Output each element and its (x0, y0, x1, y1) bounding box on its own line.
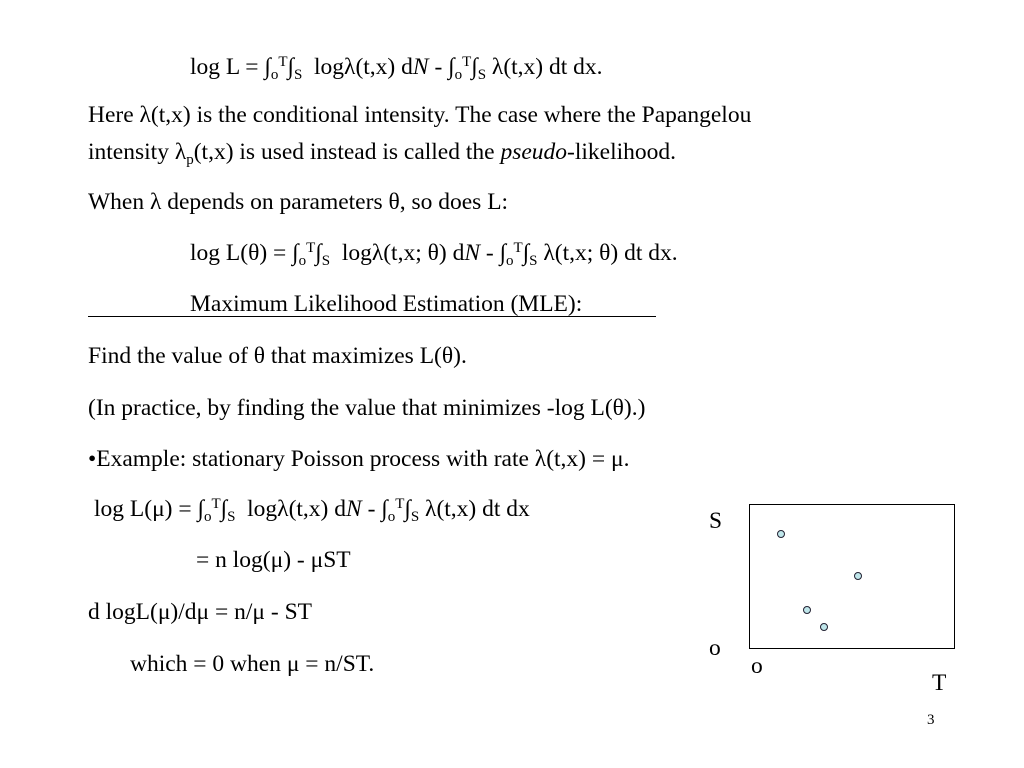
text-example: •Example: stationary Poisson process with rate λ(t,x) = μ. (88, 446, 630, 472)
axis-label-s: S (709, 508, 723, 534)
axis-label-o-horizontal: o (751, 653, 763, 679)
text-find-theta: Find the value of θ that maximizes L(θ). (88, 343, 467, 369)
text-parameters: When λ depends on parameters θ, so does L: (88, 189, 509, 215)
formula-log-likelihood-mu: $\log L(\mu) = \int_o^T\int_S$ logλ(t,x) dN - $\int_o^T\int_S$ λ(t,x) dt dx (94, 496, 530, 525)
formula-log-likelihood-theta: $\log L(\theta) = \int_o^T\int_S$ logλ(t,x; θ) dN - $\int_o^T\int_S$ λ(t,x; θ) dt dx. (190, 240, 678, 269)
scatter-point (854, 572, 862, 580)
formula-derivative: d logL(μ)/dμ = n/μ - ST (88, 599, 313, 625)
scatter-point (820, 623, 828, 631)
text-pseudo-likelihood: intensity $\lambda_p(t,x)$ is used instead is called the pseudo-likelihood. (88, 139, 677, 168)
scatter-point (777, 530, 785, 538)
formula-solution: which = 0 when μ = n/ST. (130, 651, 375, 677)
scatter-point (803, 606, 811, 614)
text-in-practice: (In practice, by finding the value that minimizes -log L(θ).) (88, 395, 646, 421)
text-conditional-intensity: Here λ(t,x) is the conditional intensity. The case where the Papangelou (88, 102, 752, 128)
page-number: 3 (927, 712, 935, 728)
axis-label-o-vertical: o (709, 635, 721, 661)
formula-log-likelihood: $\log L = \int_o^T\int_S$ logλ(t,x) dN - $\int_o^T\int_S$ λ(t,x) dt dx. (190, 54, 603, 83)
space-time-plot (749, 504, 955, 649)
axis-label-t: T (932, 670, 947, 696)
heading-mle: Maximum Likelihood Estimation (MLE): (190, 291, 583, 317)
formula-n-log-mu: = n log(μ) - μST (196, 547, 351, 573)
